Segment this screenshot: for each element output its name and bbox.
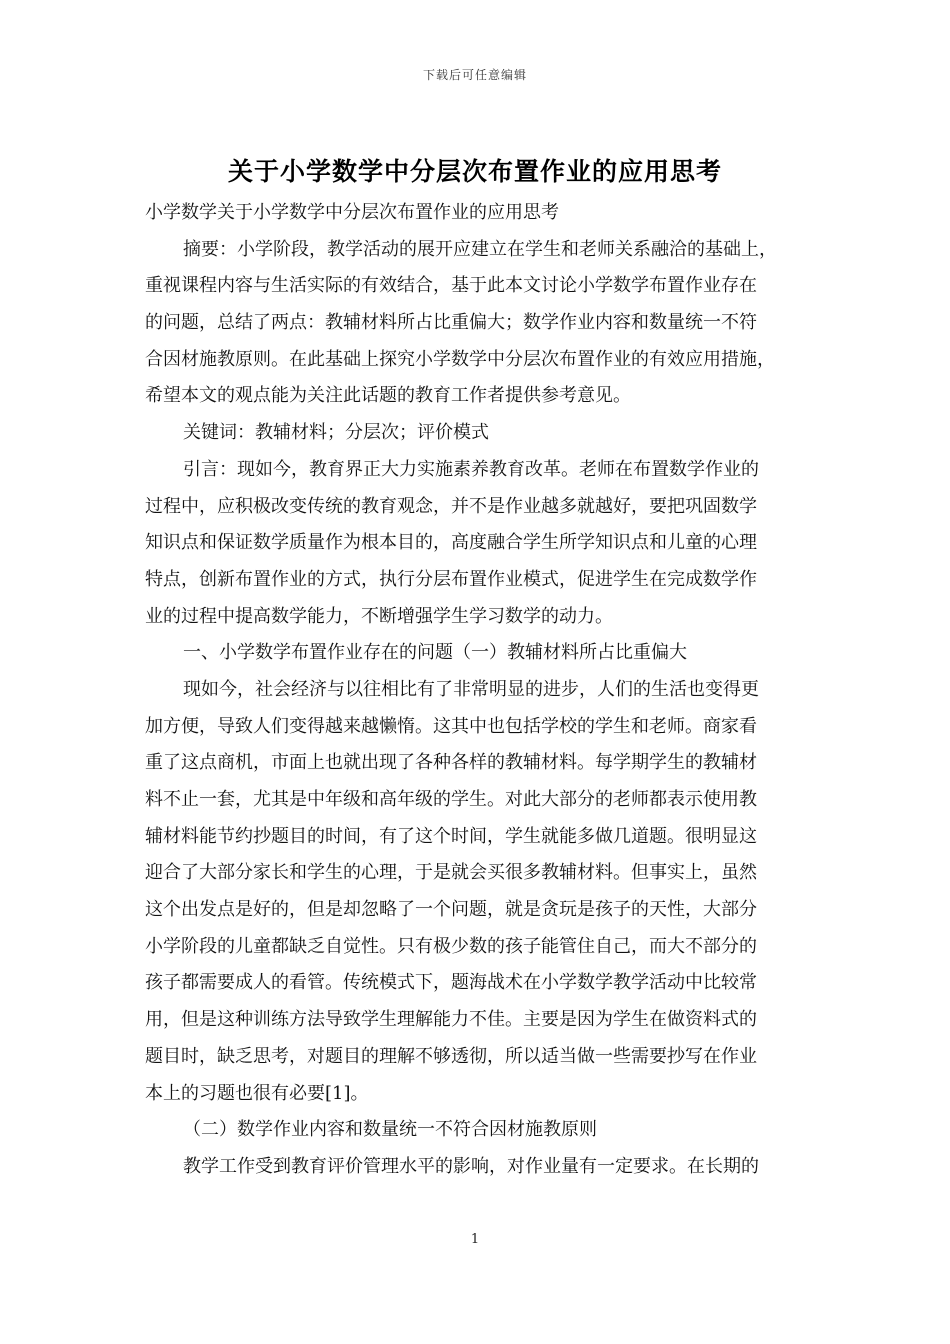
text-line: 这个出发点是好的，但是却忽略了一个问题，就是贪玩是孩子的天性，大部分 <box>145 899 757 921</box>
text-line: 过程中，应积极改变传统的教育观念，并不是作业越多就越好，要把巩固数学 <box>145 495 757 517</box>
document-body <box>145 195 810 1186</box>
text-line: 一、小学数学布置作业存在的问题（一）教辅材料所占比重偏大 <box>183 642 687 664</box>
text-line: 孩子都需要成人的看管。传统模式下，题海战术在小学数学教学活动中比较常 <box>145 972 757 994</box>
page-number: 1 <box>470 1232 480 1247</box>
text-line: 用，但是这种训练方法导致学生理解能力不佳。主要是因为学生在做资料式的 <box>145 1009 757 1031</box>
header-note: 下载后可任意编辑 <box>422 68 527 82</box>
text-line: 迎合了大部分家长和学生的心理，于是就会买很多教辅材料。但事实上，虽然 <box>145 862 757 884</box>
text-line: 摘要：小学阶段，教学活动的展开应建立在学生和老师关系融洽的基础上， <box>183 238 777 260</box>
text-line: 教学工作受到教育评价管理水平的影响，对作业量有一定要求。在长期的 <box>183 1155 759 1177</box>
text-line: 小学阶段的儿童都缺乏自觉性。只有极少数的孩子能管住自己，而大不部分的 <box>145 935 757 957</box>
text-line: 业的过程中提高数学能力，不断增强学生学习数学的动力。 <box>145 605 613 627</box>
text-line: 料不止一套，尤其是中年级和高年级的学生。对此大部分的老师都表示使用教 <box>145 789 757 810</box>
text-line: （二）数学作业内容和数量统一不符合因材施教原则 <box>183 1119 597 1141</box>
document-title: 关于小学数学中分层次布置作业的应用思考 <box>227 157 722 186</box>
text-line: 关键词：教辅材料；分层次；评价模式 <box>183 422 489 444</box>
text-line: 辅材料能节约抄题目的时间，有了这个时间，学生就能多做几道题。很明显这 <box>145 825 757 847</box>
text-line: 重了这点商机，市面上也就出现了各种各样的教辅材料。每学期学生的教辅材 <box>145 752 757 774</box>
text-line: 希望本文的观点能为关注此话题的教育工作者提供参考意见。 <box>145 385 631 407</box>
text-line: 合因材施教原则。在此基础上探究小学数学中分层次布置作业的有效应用措施， <box>145 348 775 370</box>
text-line: 特点，创新布置作业的方式，执行分层布置作业模式，促进学生在完成数学作 <box>145 568 757 590</box>
text-line: 小学数学关于小学数学中分层次布置作业的应用思考 <box>145 202 559 223</box>
text-line: 本上的习题也很有必要[1]。 <box>145 1082 369 1104</box>
text-line: 重视课程内容与生活实际的有效结合，基于此本文讨论小学数学布置作业存在 <box>145 275 757 297</box>
text-line: 现如今，社会经济与以往相比有了非常明显的进步，人们的生活也变得更 <box>183 678 759 700</box>
text-line: 加方便，导致人们变得越来越懒惰。这其中也包括学校的学生和老师。商家看 <box>145 715 757 737</box>
text-line: 的问题，总结了两点：教辅材料所占比重偏大；数学作业内容和数量统一不符 <box>145 312 757 334</box>
text-line: 引言：现如今，教育界正大力实施素养教育改革。老师在布置数学作业的 <box>183 458 759 480</box>
text-line: 知识点和保证数学质量作为根本目的，高度融合学生所学知识点和儿童的心理 <box>145 532 757 554</box>
text-line: 题目时，缺乏思考，对题目的理解不够透彻，所以适当做一些需要抄写在作业 <box>145 1045 757 1067</box>
